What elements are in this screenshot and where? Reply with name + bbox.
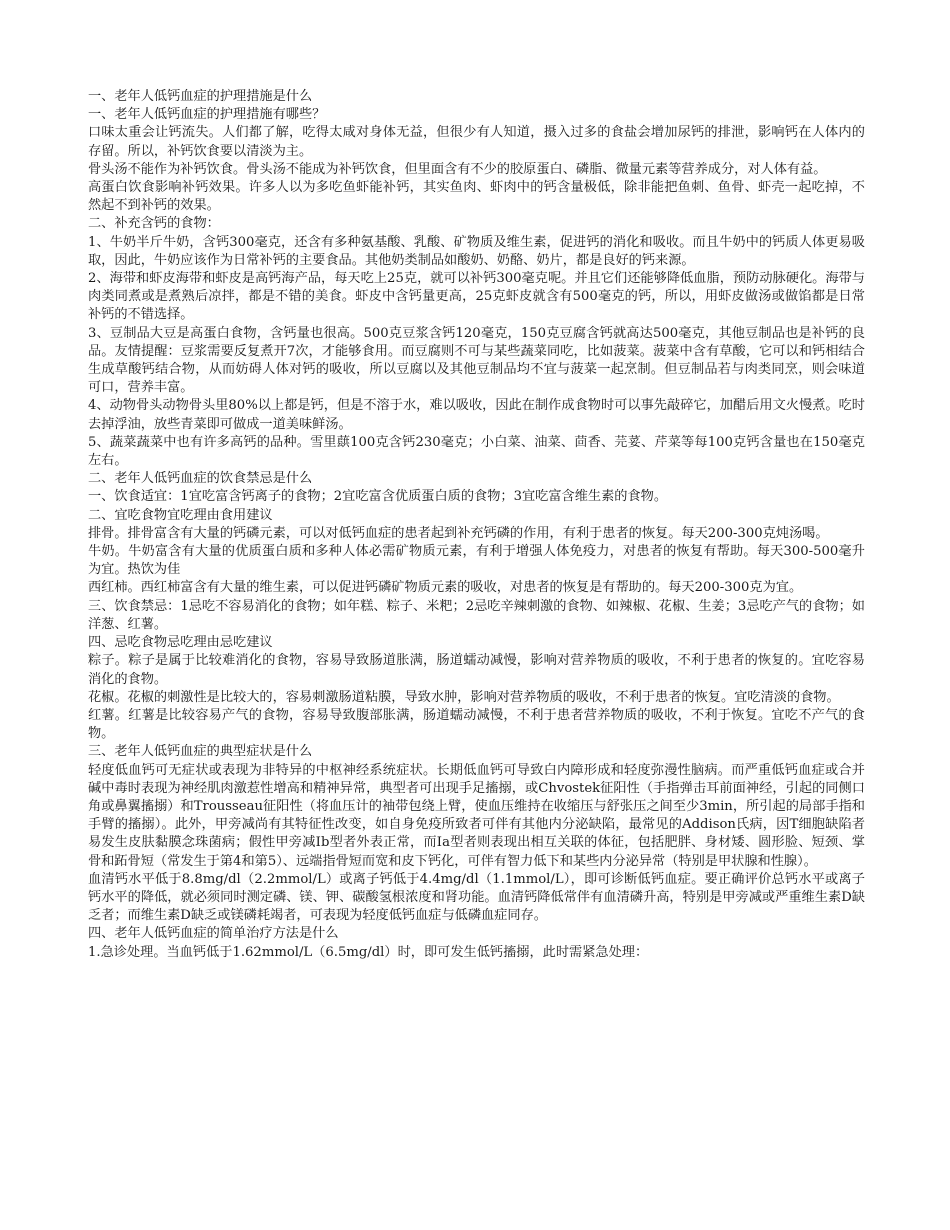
paragraph-kelp-shrimp: 2、海带和虾皮海带和虾皮是高钙海产品，每天吃上25克，就可以补钙300毫克呢。并且它们还能够降低血脂，预防动脉硬化。海带与肉类同煮或是煮熟后凉拌，都是不错的美食。虾皮中含钙量更高，25克虾皮就含有500毫克的钙，所以，用虾皮做汤或做馅都是日常补钙的不错选择。 [88,271,865,323]
paragraph-diet-taboo: 三、饮食禁忌：1忌吃不容易消化的食物；如年糕、粽子、米粑；2忌吃辛辣刺激的食物、如辣椒、花椒、生姜；3忌吃产气的食物；如洋葱、红薯。 [88,598,865,632]
subheading-nursing-measures: 一、老年人低钙血症的护理措施有哪些？ [88,107,326,123]
subheading-suitable-foods: 二、宜吃食物宜吃理由食用建议 [88,507,273,523]
paragraph-animal-bone: 4、动物骨头动物骨头里80%以上都是钙，但是不溶于水，难以吸收，因此在制作成食物时可以事先敲碎它，加醋后用文火慢煮。吃时去掉浮油，放些青菜即可做成一道美味鲜汤。 [88,398,865,432]
paragraph-sichuan-pepper: 花椒。花椒的刺激性是比较大的，容易刺激肠道粘膜，导致水肿，影响对营养物质的吸收，不利于患者的恢复。宜吃清淡的食物。 [88,689,840,705]
heading-nursing-measures: 一、老年人低钙血症的护理措施是什么 [88,89,313,104]
paragraph-diagnosis: 血清钙水平低于8.8mg/dl（2.2mmol/L）或离子钙低于4.4mg/dl（1.1mmol/L），即可诊断低钙血症。要正确评价总钙水平或离子钙水平的降低，就必须同时测定磷、镁、钾、碳酸氢根浓度和肾功能。血清钙降低常伴有血清磷升高，特别是甲旁减或严重维生素D缺乏者；而维生素D缺乏或镁磷耗竭者，可表现为轻度低钙血症与低磷血症同存。 [88,871,865,924]
paragraph-ribs: 排骨。排骨富含有大量的钙磷元素，可以对低钙血症的患者起到补充钙磷的作用，有利于患者的恢复。每天200-300克炖汤喝。 [88,525,829,541]
paragraph-sweet-potato: 红薯。红薯是比较容易产气的食物，容易导致腹部胀满，肠道蠕动减慢，不利于患者营养物质的吸收，不利于恢复。宜吃不产气的食物。 [88,707,865,742]
paragraph-zongzi: 粽子。粽子是属于比较难消化的食物，容易导致肠道胀满，肠道蠕动减慢，影响对营养物质的吸收，不利于患者的恢复的。宜吃容易消化的食物。 [88,653,865,687]
paragraph-milk: 1、牛奶半斤牛奶，含钙300毫克，还含有多种氨基酸、乳酸、矿物质及维生素，促进钙的消化和吸收。而且牛奶中的钙质人体更易吸取，因此，牛奶应该作为日常补钙的主要食品。其他奶类制品如酸奶、奶酪、奶片，都是良好的钙来源。 [88,234,865,268]
paragraph-symptoms: 轻度低血钙可无症状或表现为非特异的中枢神经系统症状。长期低血钙可导致白内障形成和轻度弥漫性脑病。而严重低钙血症或合并碱中毒时表现为神经肌肉激惹性增高和精神异常，典型者可出现手足搐搦，或Chvostek征阳性（手指弹击耳前面神经，引起的同侧口角或鼻翼搐搦）和Trousseau征阳性（将血压计的袖带包绕上臂，使血压维持在收缩压与舒张压之间至少3min，所引起的局部手指和手臂的搐搦）。此外，甲旁减尚有其特征性改变，如自身免疫所致者可伴有其他内分泌缺陷，最常见的Addison氏病，因T细胞缺陷者易发生皮肤黏膜念珠菌病；假性甲旁减Ⅰb型者外表正常，而Ⅰa型者则表现出相互关联的体征，包括肥胖、身材矮、圆形脸、短颈、掌骨和跖骨短（常发生于第4和第5）、远端指骨短而宽和皮下钙化，可伴有智力低下和某些内分泌异常（特别是甲状腺和性腺）。 [88,762,865,869]
heading-symptoms: 三、老年人低钙血症的典型症状是什么 [88,744,313,760]
paragraph-high-protein: 高蛋白饮食影响补钙效果。许多人以为多吃鱼虾能补钙，其实鱼肉、虾肉中的钙含量极低，除非能把鱼刺、鱼骨、虾壳一起吃掉，不然起不到补钙的效果。 [88,180,865,214]
subheading-avoid-foods: 四、忌吃食物忌吃理由忌吃建议 [88,635,273,651]
paragraph-milk-suggestion: 牛奶。牛奶富含有大量的优质蛋白质和多种人体必需矿物质元素，有利于增强人体免疫力，对患者的恢复有帮助。每天300-500毫升为宜。热饮为佳 [88,544,865,578]
heading-treatment: 四、老年人低钙血症的简单治疗方法是什么 [88,926,339,942]
paragraph-tomato: 西红柿。西红柿富含有大量的维生素，可以促进钙磷矿物质元素的吸收，对患者的恢复是有帮助的。每天200-300克为宜。 [88,580,803,596]
heading-calcium-foods: 二、补充含钙的食物： [88,216,220,232]
paragraph-diet-suitable: 一、饮食适宜：1宜吃富含钙离子的食物；2宜吃富含优质蛋白质的食物；3宜吃富含维生素的食物。 [88,489,668,505]
paragraph-bone-soup: 骨头汤不能作为补钙饮食。骨头汤不能成为补钙饮食，但里面含有不少的胶原蛋白、磷脂、微量元素等营养成分，对人体有益。 [88,161,827,177]
paragraph-emergency: 1.急诊处理。当血钙低于1.62mmol/L（6.5mg/dl）时，即可发生低钙搐搦，此时需紧急处理： [88,944,649,960]
paragraph-soy: 3、豆制品大豆是高蛋白食物，含钙量也很高。500克豆浆含钙120毫克，150克豆腐含钙就高达500毫克，其他豆制品也是补钙的良品。友情提醒：豆浆需要反复煮开7次，才能够食用。而豆腐则不可与某些蔬菜同吃，比如菠菜。菠菜中含有草酸，它可以和钙相结合生成草酸钙结合物，从而妨碍人体对钙的吸收，所以豆腐以及其他豆制品均不宜与菠菜一起烹制。但豆制品若与肉类同烹，则会味道可口，营养丰富。 [88,325,865,396]
paragraph-salt: 口味太重会让钙流失。人们都了解，吃得太咸对身体无益，但很少有人知道，摄入过多的食盐会增加尿钙的排泄，影响钙在人体内的存留。所以，补钙饮食要以清淡为主。 [88,125,865,159]
heading-diet-taboo: 二、老年人低钙血症的饮食禁忌是什么 [88,471,313,487]
paragraph-vegetables: 5、蔬菜蔬菜中也有许多高钙的品种。雪里蕻100克含钙230毫克；小白菜、油菜、茴香、芫荽、芹菜等每100克钙含量也在150毫克左右。 [88,434,865,469]
